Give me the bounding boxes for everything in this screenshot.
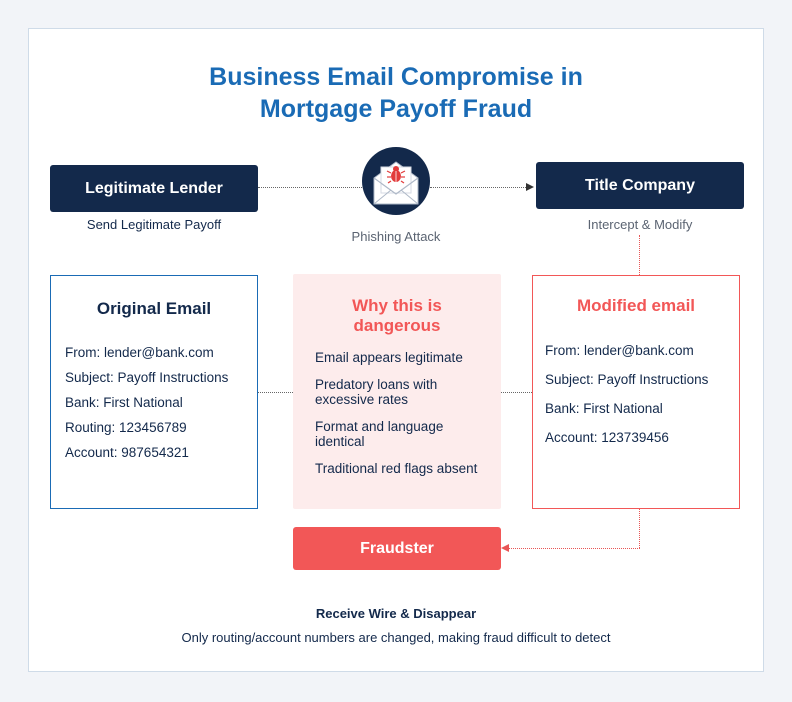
title-to-modified-connector [639, 235, 640, 275]
why-dangerous-heading-line2: dangerous [353, 316, 441, 335]
title-company-node [536, 162, 744, 209]
lender-to-phishing-connector [258, 187, 362, 188]
why-dangerous-item: Format and language identical [315, 419, 444, 449]
original-email-line: From: lender@bank.com [65, 345, 214, 360]
fraudster-node [293, 527, 501, 570]
center-to-modified-connector [501, 392, 532, 393]
original-email-line: Routing: 123456789 [65, 420, 187, 435]
modified-to-fraudster-connector-h [509, 548, 640, 549]
modified-email-box [532, 275, 740, 509]
modified-email-line: Subject: Payoff Instructions [545, 372, 709, 387]
diagram-title-line1: Business Email Compromise in [209, 63, 583, 91]
modified-email-line: Bank: First National [545, 401, 663, 416]
legitimate-lender-label: Legitimate Lender [85, 179, 223, 197]
why-dangerous-box [293, 274, 501, 509]
diagram-title-line2: Mortgage Payoff Fraud [259, 95, 533, 123]
original-to-center-connector [258, 392, 293, 393]
footer-heading: Receive Wire & Disappear [315, 606, 477, 621]
arrow-right-icon [526, 183, 534, 191]
footer-note: Only routing/account numbers are changed, making fraud difficult to detect [181, 630, 611, 645]
original-email-line: Subject: Payoff Instructions [65, 370, 229, 385]
title-company-label: Title Company [585, 176, 695, 194]
original-email-line: Account: 987654321 [65, 445, 189, 460]
phishing-attack-caption: Phishing Attack [351, 229, 441, 244]
arrow-left-icon [501, 544, 509, 552]
why-dangerous-item: Email appears legitimate [315, 350, 463, 365]
legitimate-lender-node [50, 165, 258, 212]
modified-email-line: From: lender@bank.com [545, 343, 694, 358]
original-email-box [50, 275, 258, 509]
modified-email-line: Account: 123739456 [545, 430, 669, 445]
why-dangerous-heading-line1: Why this is [352, 296, 442, 315]
original-email-line: Bank: First National [65, 395, 183, 410]
original-email-heading: Original Email [96, 299, 212, 318]
legitimate-lender-caption: Send Legitimate Payoff [86, 217, 222, 232]
phishing-to-title-connector [430, 187, 528, 188]
fraudster-label: Fraudster [360, 539, 434, 557]
title-company-caption: Intercept & Modify [587, 217, 693, 232]
why-dangerous-item: Traditional red flags absent [315, 461, 478, 476]
modified-email-heading: Modified email [576, 296, 696, 315]
why-dangerous-item: Predatory loans with excessive rates [315, 377, 438, 407]
phishing-email-bug-icon [362, 147, 430, 215]
modified-to-fraudster-connector-v [639, 509, 640, 548]
